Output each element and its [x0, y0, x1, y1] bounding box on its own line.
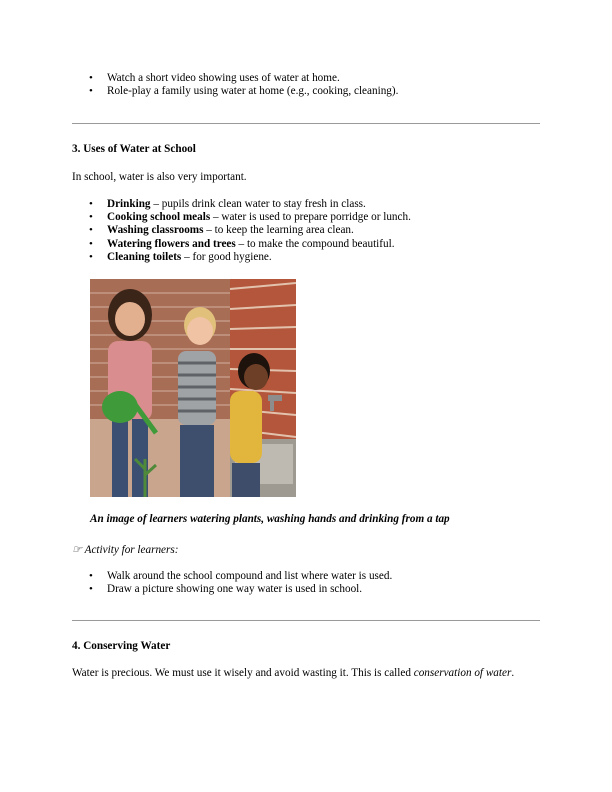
- use-desc: – water is used to prepare porridge or lunch.: [210, 211, 411, 224]
- activity-list: [0, 570, 540, 596]
- list-item: [71, 251, 540, 264]
- section-4-text-end: .: [511, 667, 515, 679]
- use-term: Drinking: [107, 198, 151, 210]
- list-item: [71, 224, 540, 237]
- top-bullet-list: [0, 72, 540, 98]
- section-divider: [72, 620, 540, 621]
- activity-label: ☞ Activity for learners:: [72, 544, 179, 556]
- section-3-heading: 3. Uses of Water at School: [72, 143, 196, 155]
- section-3-intro: In school, water is also very important.: [72, 171, 247, 183]
- use-desc: – for good hygiene.: [181, 250, 272, 263]
- list-item: [71, 238, 540, 251]
- section-4-heading: 4. Conserving Water: [72, 640, 171, 652]
- use-desc: – to make the compound beautiful.: [235, 237, 395, 250]
- list-item: • Role-play a family using water at home (e.g., cooking, cleaning).: [71, 85, 540, 98]
- photo-caption: An image of learners watering plants, washing hands and drinking from a tap: [90, 513, 450, 525]
- use-term: Cleaning toilets: [107, 250, 182, 263]
- section-divider: [72, 123, 540, 124]
- use-desc: – pupils drink clean water to stay fresh in class.: [150, 198, 366, 210]
- use-term: Cooking school meals: [107, 211, 211, 224]
- learners-water-photo: [90, 279, 296, 497]
- list-item: • Watch a short video showing uses of water at home.: [71, 72, 540, 85]
- conservation-term: conservation of water: [413, 667, 512, 679]
- list-item: [71, 211, 540, 224]
- list-item: [71, 198, 540, 211]
- use-term: Washing classrooms: [107, 224, 204, 237]
- list-item: • Draw a picture showing one way water is used in school.: [71, 583, 540, 596]
- uses-list: [0, 198, 540, 264]
- list-item: • Walk around the school compound and list where water is used.: [71, 570, 540, 583]
- section-4-text-plain: Water is precious. We must use it wisely and avoid wasting it. This is called: [72, 667, 414, 679]
- use-term: Watering flowers and trees: [107, 237, 236, 250]
- section-4-text: [72, 666, 538, 681]
- use-desc: – to keep the learning area clean.: [203, 224, 354, 237]
